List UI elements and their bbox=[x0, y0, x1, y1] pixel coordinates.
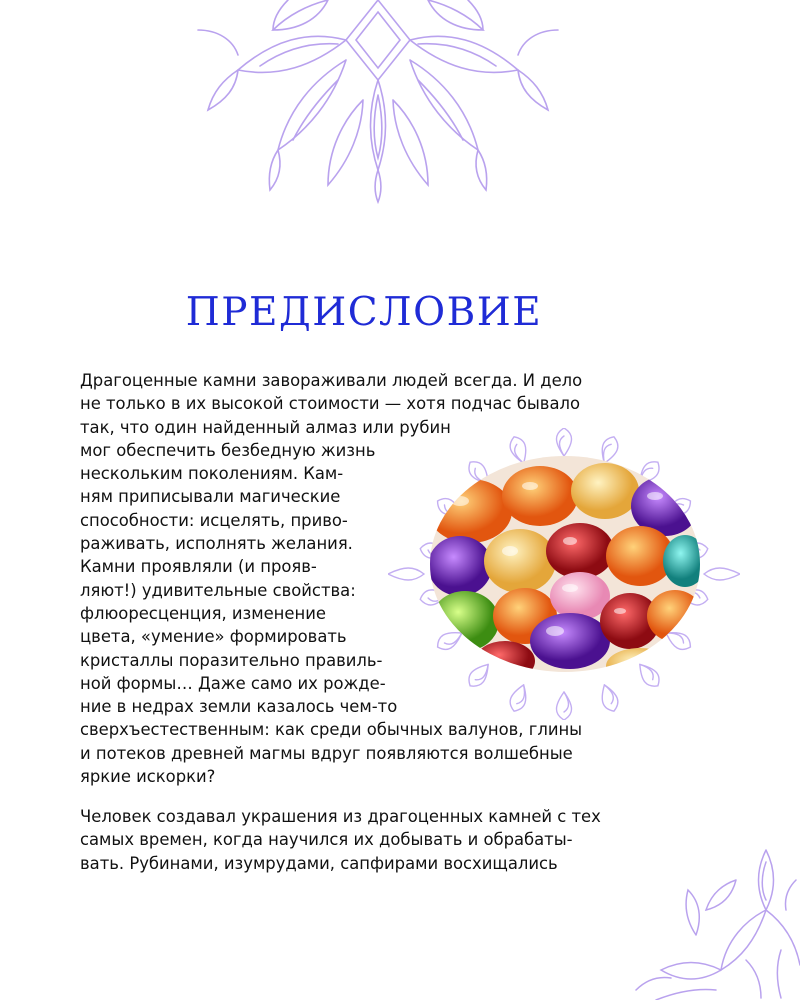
text-line: и потеков древней магмы вдруг появляются волшебные bbox=[80, 743, 573, 763]
text-line: мог обеспечить безбедную жизнь bbox=[80, 440, 376, 460]
text-line: сверхъестественным: как среди обычных валунов, глины bbox=[80, 720, 583, 740]
text-line: раживать, исполнять желания. bbox=[80, 534, 353, 554]
text-line: кристаллы поразительно правиль- bbox=[80, 650, 383, 670]
paragraph-2 bbox=[80, 805, 601, 875]
text-line: цвета, «умение» формировать bbox=[80, 627, 347, 647]
paragraph-1 bbox=[80, 369, 582, 788]
text-line: Драгоценные камни завораживали людей всегда. И дело bbox=[80, 371, 583, 390]
text-line: Человек создавал украшения из драгоценных камней с тех bbox=[80, 807, 601, 826]
text-line: ной формы… Даже само их рожде- bbox=[80, 673, 386, 693]
mandala-ornament-top bbox=[178, 0, 578, 210]
text-line: Камни проявляли (и прояв- bbox=[80, 557, 317, 577]
text-line: не только в их высокой стоимости — хотя подчас бывало bbox=[80, 394, 581, 414]
text-line: так, что один найденный алмаз или рубин bbox=[80, 417, 451, 437]
text-line: ляют!) удивительные свойства: bbox=[80, 580, 356, 600]
text-line: нескольким поколениям. Кам- bbox=[80, 464, 344, 484]
text-line: яркие искорки? bbox=[80, 767, 216, 787]
page-title: ПРЕДИСЛОВИЕ bbox=[185, 290, 543, 335]
text-line: самых времен, когда научился их добывать и обрабаты- bbox=[80, 830, 573, 850]
text-line: ние в недрах земли казалось чем-то bbox=[80, 697, 398, 717]
text-line: вать. Рубинами, изумрудами, сапфирами восхищались bbox=[80, 853, 558, 873]
text-line: способности: исцелять, приво- bbox=[80, 510, 348, 530]
text-line: ням приписывали магические bbox=[80, 487, 341, 507]
text-line: флюоресценция, изменение bbox=[80, 603, 326, 623]
mandala-ornament-bottom bbox=[596, 840, 800, 1000]
